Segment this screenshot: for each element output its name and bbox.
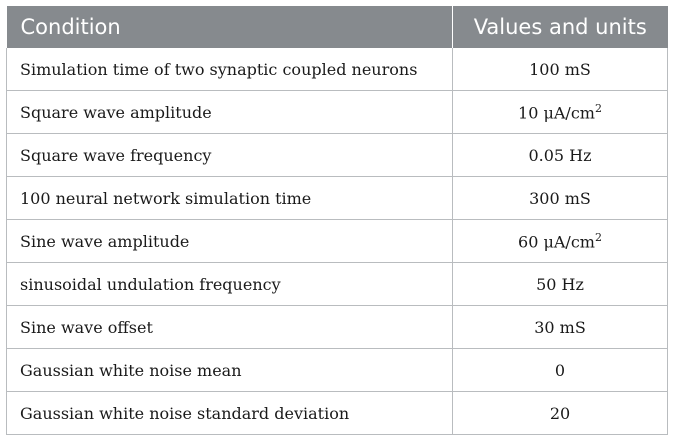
value-cell: 50 Hz: [453, 263, 668, 306]
value-cell: [453, 220, 668, 263]
parameter-table-container: [6, 6, 667, 436]
condition-cell: Gaussian white noise standard deviation: [7, 392, 453, 435]
value-text: 60 μA/cm: [518, 232, 595, 252]
condition-cell: Sine wave amplitude: [7, 220, 453, 263]
table-row: [7, 220, 668, 263]
condition-cell: Square wave amplitude: [7, 91, 453, 134]
table-row: [7, 349, 668, 392]
value-cell: 30 mS: [453, 306, 668, 349]
table-row: [7, 134, 668, 177]
table-row: [7, 91, 668, 134]
value-cell: 0.05 Hz: [453, 134, 668, 177]
value-cell: 0: [453, 349, 668, 392]
condition-cell: Square wave frequency: [7, 134, 453, 177]
header-condition: Condition: [7, 6, 453, 48]
parameter-table: [6, 6, 668, 435]
value-cell: 100 mS: [453, 48, 668, 91]
value-cell: 300 mS: [453, 177, 668, 220]
condition-cell: Sine wave offset: [7, 306, 453, 349]
value-cell: 20: [453, 392, 668, 435]
table-row: [7, 306, 668, 349]
unit-exponent: 2: [594, 101, 602, 115]
condition-cell: Simulation time of two synaptic coupled neurons: [7, 48, 453, 91]
condition-cell: 100 neural network simulation time: [7, 177, 453, 220]
table-row: [7, 177, 668, 220]
condition-cell: sinusoidal undulation frequency: [7, 263, 453, 306]
header-values-units: Values and units: [453, 6, 668, 48]
table-row: [7, 48, 668, 91]
value-text: 10 μA/cm: [518, 103, 595, 123]
unit-exponent: 2: [594, 230, 602, 244]
table-header-row: [7, 6, 668, 48]
condition-cell: Gaussian white noise mean: [7, 349, 453, 392]
table-row: [7, 263, 668, 306]
table-row: [7, 392, 668, 435]
value-cell: [453, 91, 668, 134]
